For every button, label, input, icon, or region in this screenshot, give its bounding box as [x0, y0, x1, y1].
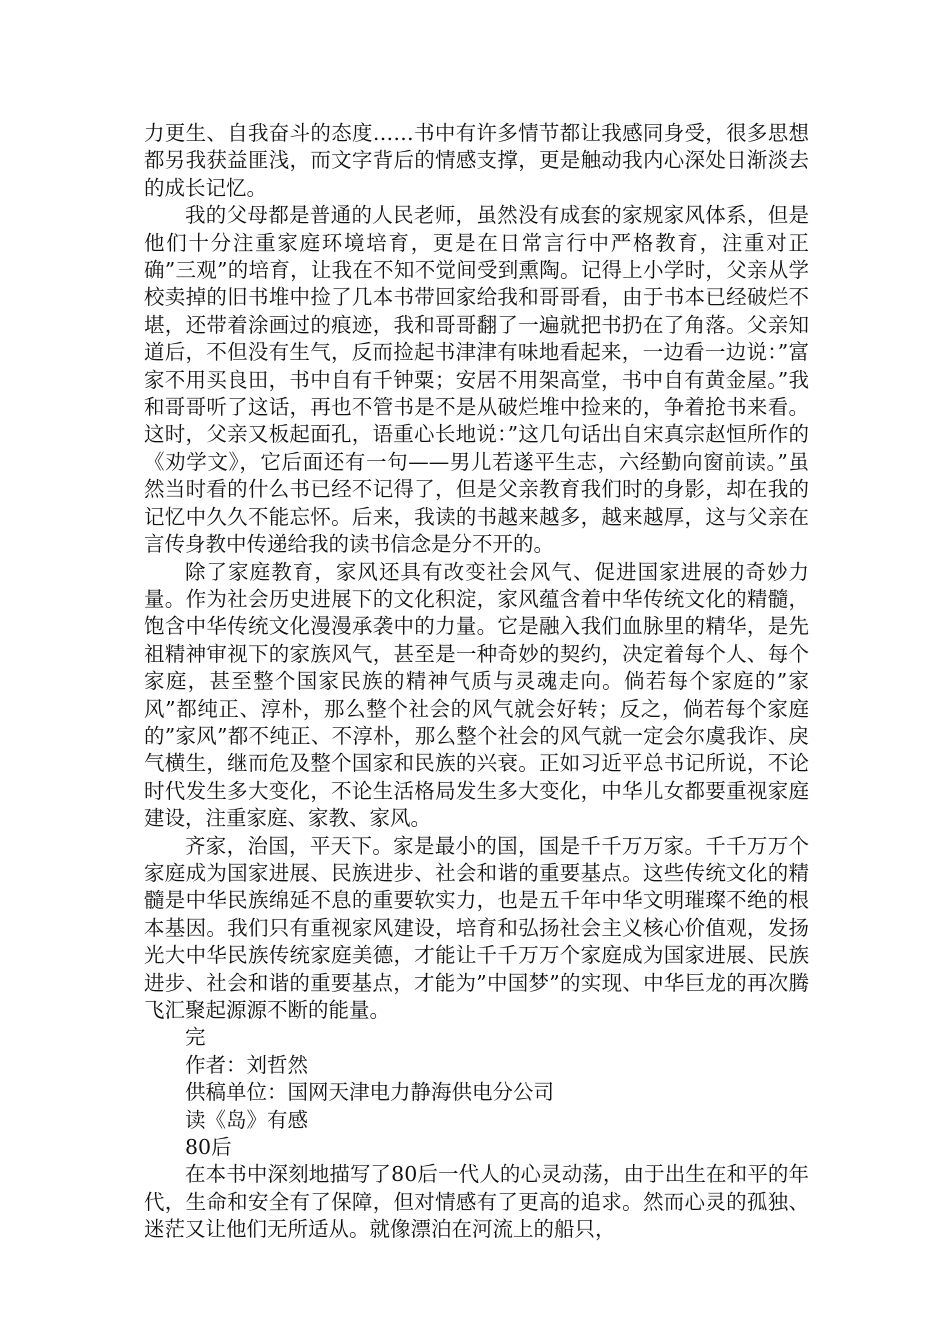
second-article-tag: 80后 — [185, 1135, 232, 1160]
paragraph-intro-continued: 力更生、自我奋斗的态度……书中有许多情节都让我感同身受，很多思想都另我获益匪浅，而文字背后的情感支撑，更是触动我内心深处日渐淡去的成长记忆。 — [144, 121, 809, 200]
paragraph-family-style: 除了家庭教育，家风还具有改变社会风气、促进国家进展的奇妙力量。作为社会历史进展下的文化积淀，家风蕴含着中华传统文化的精髓，饱含中华传统文化漫漫承袭中的力量。它是融入我们血脉里的精华，是先祖精神审视下的家族风气，甚至是一种奇妙的契约，决定着每个人、每个家庭，甚至整个国家民族的精神气质与灵魂走向。倘若每个家庭的”家风”都纯正、淳朴，那么整个社会的风气就会好转；反之，倘若每个家庭的”家风”都不纯正、不淳朴，那么整个社会的风气就一定会尔虞我诈、戾气横生，继而危及整个国家和民族的兴衰。正如习近平总书记所说，不论时代发生多大变化，不论生活格局发生多大变化，中华儿女都要重视家庭建设，注重家庭、家教、家风。 — [144, 559, 809, 831]
end-mark: 完 — [185, 1025, 206, 1050]
document-page — [144, 120, 809, 1244]
second-article-title: 读《岛》有感 — [185, 1107, 308, 1132]
paragraph-conclusion: 齐家，治国，平天下。家是最小的国，国是千千万万家。千千万万个家庭成为国家进展、民族进步、社会和谐的重要基点。这些传统文化的精髓是中华民族绵延不息的重要软实力，也是五千年中华文明璀璨不绝的根本基因。我们只有重视家风建设，培育和弘扬社会主义核心价值观，发扬光大中华民族传统家庭美德，才能让千千万万个家庭成为国家进展、民族进步、社会和谐的重要基点，才能为”中国梦”的实现、中华巨龙的再次腾飞汇聚起源源不断的能量。 — [144, 833, 809, 1022]
author-line: 作者：刘哲然 — [185, 1052, 308, 1077]
unit-line: 供稿单位：国网天津电力静海供电分公司 — [185, 1080, 554, 1105]
paragraph-parents: 我的父母都是普通的人民老师，虽然没有成套的家规家风体系，但是他们十分注重家庭环境培育，更是在日常言行中严格教育，注重对正确”三观”的培育，让我在不知不觉间受到熏陶。记得上小学时，父亲从学校卖掉的旧书堆中捡了几本书带回家给我和哥哥看，由于书本已经破烂不堪，还带着涂画过的痕迹，我和哥哥翻了一遍就把书扔在了角落。父亲知道后，不但没有生气，反而捡起书津津有味地看起来，一边看一边说：”富家不用买良田，书中自有千钟粟；安居不用架高堂，书中自有黄金屋。”我和哥哥听了这话，再也不管书是不是从破烂堆中捡来的，争着抢书来看。这时，父亲又板起面孔，语重心长地说：”这几句话出自宋真宗赵恒所作的《劝学文》，它后面还有一句——男儿若遂平生志，六经勤向窗前读。”虽然当时看的什么书已经不记得了，但是父亲教育我们时的身影，却在我的记忆中久久不能忘怀。后来，我读的书越来越多，越来越厚，这与父亲在言传身教中传递给我的读书信念是分不开的。 — [144, 203, 809, 557]
paragraph-second-article: 在本书中深刻地描写了80后一代人的心灵动荡，由于出生在和平的年代，生命和安全有了保障，但对情感有了更高的追求。然而心灵的孤独、迷茫又让他们无所适从。就像漂泊在河流上的船只， — [144, 1162, 809, 1242]
